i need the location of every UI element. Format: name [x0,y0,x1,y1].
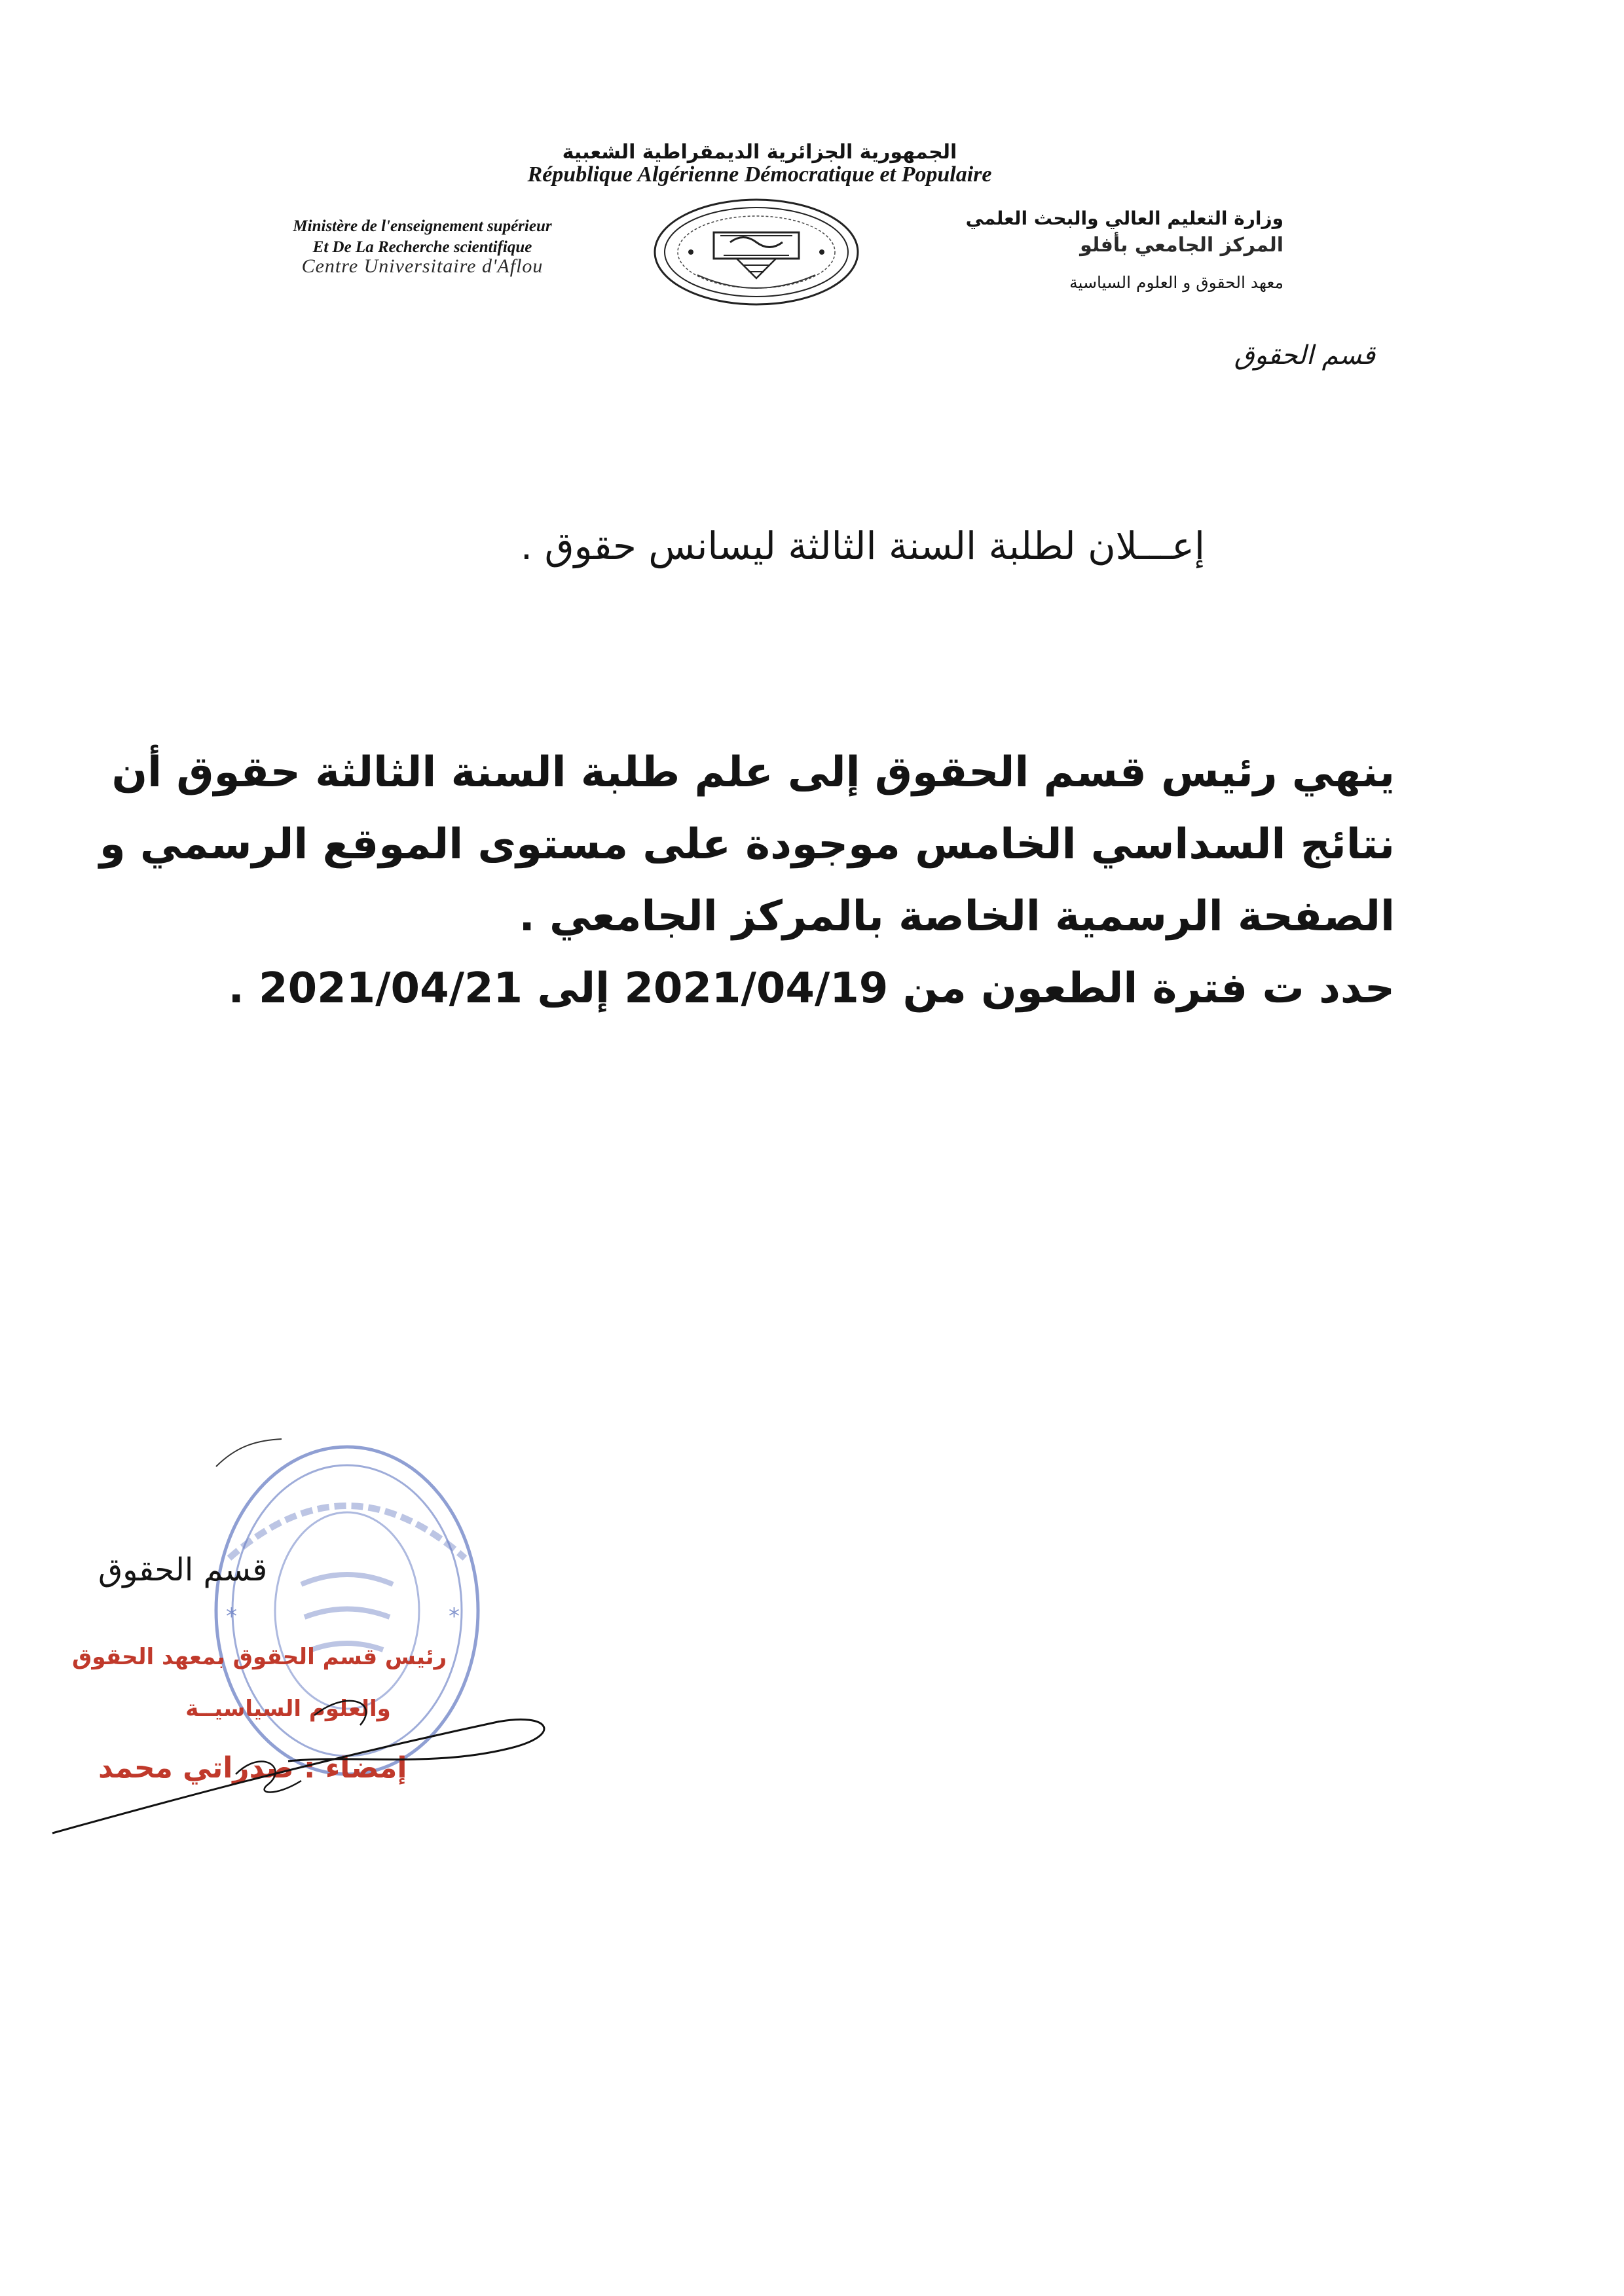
ministry-line-1-french: Ministère de l'enseignement supérieur [293,217,552,235]
announcement-title: إعـــلان لطلبة السنة الثالثة ليسانس حقوق . [520,524,1205,568]
ministry-block-arabic [897,206,1283,306]
institute-name-arabic: معهد الحقوق و العلوم السياسية [1069,273,1283,292]
svg-text:*: * [449,1603,460,1630]
department-label: قسم الحقوق [1234,340,1375,371]
ministry-line-2-french: Et De La Recherche scientifique [312,238,532,256]
announcement-body [99,737,1395,1025]
body-line-4: حدد ت فترة الطعون من 2021/04/19 إلى 2021/04/21 . [228,964,1395,1013]
university-logo [652,196,861,308]
ministry-name-french [216,216,629,258]
signature-institute: والعلوم السياسيــة [185,1696,391,1722]
signature-mark [210,1434,288,1473]
republic-name-french: République Algérienne Démocratique et Populaire [527,162,992,187]
signature-head-title: رئيس قسم الحقوق بمعهد الحقوق [72,1644,447,1670]
body-line-1: ينهي رئيس قسم الحقوق إلى علم طلبة السنة الثالثة حقوق أن [111,748,1395,797]
ministry-name-arabic: وزارة التعليم العالي والبحث العلمي [965,208,1283,229]
signature-name: إمضاء : صدراتي محمد [98,1751,407,1785]
body-line-3: الصفحة الرسمية الخاصة بالمركز الجامعي . [519,892,1395,941]
republic-name-arabic: الجمهورية الجزائرية الديمقراطية الشعبية [562,141,957,164]
handwritten-signature [39,1676,576,1853]
body-line-2: نتائج السداسي الخامس موجودة على مستوى الموقع الرسمي و [99,820,1395,869]
center-name-french: Centre Universitaire d'Aflou [301,255,544,277]
center-name-arabic: المركز الجامعي بأفلو [1080,234,1283,257]
svg-text:*: * [226,1603,237,1630]
signature-department: قسم الحقوق [98,1552,268,1588]
